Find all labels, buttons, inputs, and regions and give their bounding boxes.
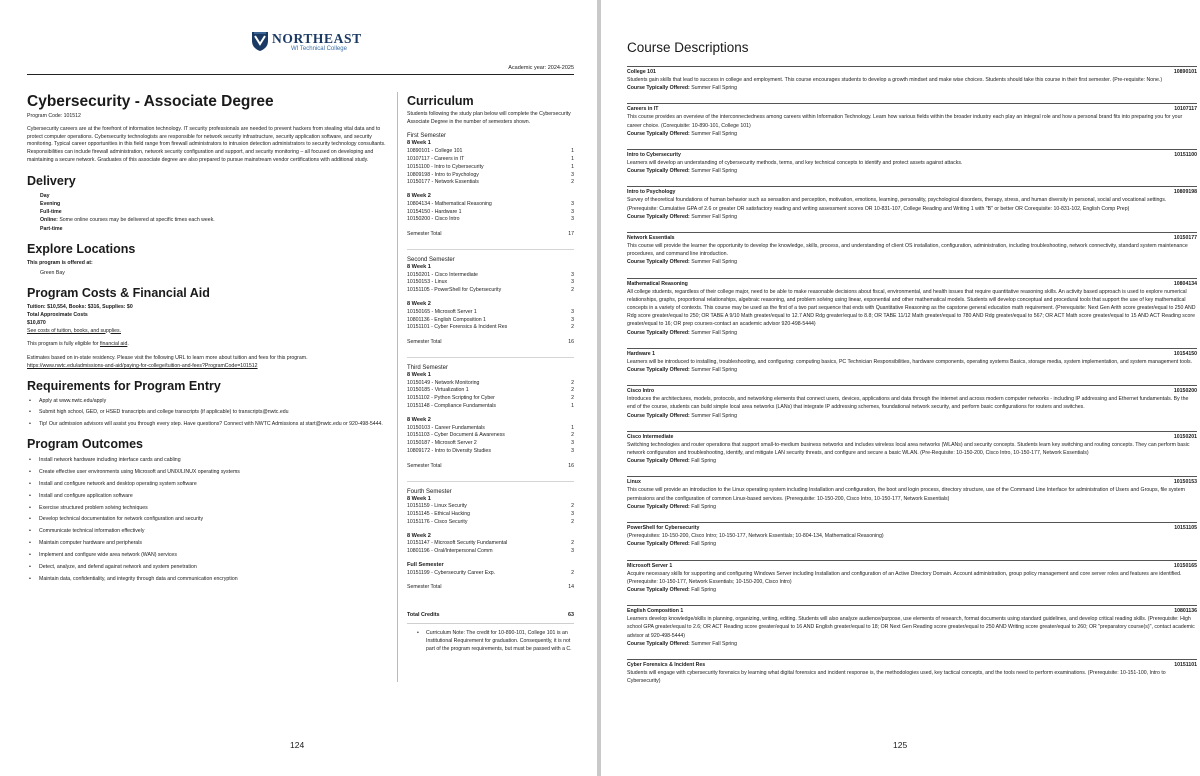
offered-terms: Summer Fall Spring [689,168,738,175]
curriculum-course-row [407,380,574,388]
course-name: 10150177 - Network Essentials [407,179,479,186]
offered-label: Course Typically Offered: [627,367,690,374]
outcome-item: • Maintain data, confidentiality, and integrity through data and communication encryption [39,576,387,584]
course-offered [627,258,1197,266]
offered-label: Course Typically Offered: [627,259,690,266]
course-code: 10150200 [1173,388,1197,395]
page-number: 125 [893,740,908,750]
semester-total-label: Semester Total [407,462,442,469]
costs-heading: Program Costs & Financial Aid [27,286,210,301]
tuition-text: Tuition: $10,554, Books: $316, Supplies: $0 [27,304,133,311]
course-title: Hardware 1 [627,350,655,357]
course-code: 10150153 [1173,479,1197,486]
course-credits: 3 [571,171,574,178]
course-name: 10150103 - Career Fundamentals [407,424,485,431]
course-credits: 2 [571,287,574,294]
course-descriptions-title: Course Descriptions [627,40,749,55]
delivery-item-online [40,216,387,224]
course-description: Students will engage with cybersecurity forensics by learning what digital forensics and incident response is, the methodologies used, key tactical concepts, and the tools need to perform examinations. (Prerequisite: 10-151-100, Intro to Cybersecurity) [627,669,1166,685]
course-name: 10151145 - Ethical Hacking [407,511,471,518]
week-label: 8 Week 1 [407,495,431,502]
course-code: 10809198 [1173,189,1197,196]
semester-divider [407,481,574,482]
course-description: Survey of theoretical foundations of human behavior such as sensation and perception, motivation, emotions, learning, personality, psychological disorders, therapy, stress, and human diversity in personal, social and vocational settings. (Prerequisite: Cumulative GPA of 2.6 or greater OR satisfactory reading and writing assessment scores OR 10-831-107, College Reading and Writing 1 with "B" or better OR Corequisite: 10-831-102, English Comp Prep) [627,197,1167,212]
course-name: 10809172 - Intro to Diversity Studies [407,447,491,454]
outcome-item: • Communicate technical information effectively [39,528,387,536]
week-label: 8 Week 1 [407,371,431,378]
semester-block [407,364,574,481]
online-label: Online: [40,217,58,224]
course-name: 10801136 - English Composition 1 [407,316,486,323]
course-title: Intro to Cybersecurity [627,152,681,159]
financial-aid-link[interactable]: financial aid [99,341,128,348]
semester-total-label: Semester Total [407,584,442,591]
total-credits-row [407,611,574,624]
course-credits: 3 [571,208,574,215]
week-label: 8 Week 2 [407,301,431,308]
course-credits: 2 [571,432,574,439]
course-entry [627,66,1197,92]
course-title: Cisco Intro [627,388,655,395]
curriculum-course-row [407,279,574,287]
curriculum-course-row [407,425,574,433]
course-offered [627,540,1197,548]
total-credits-label: Total Credits [407,612,440,619]
academic-year: Academic year: 2024-2025 [508,65,574,71]
course-entry [627,605,1197,648]
page-number: 124 [290,740,305,750]
college-logo [251,30,362,56]
course-credits: 3 [571,511,574,518]
financial-aid-eligibility [27,341,387,349]
course-header [627,562,1197,570]
offered-terms: Fall Spring [689,586,716,593]
semester-title: First Semester [407,133,447,140]
course-name: 10150165 - Microsoft Server 1 [407,308,477,315]
see-costs-link[interactable]: See costs of tuition, books, and supplies. [27,327,122,334]
course-description: This course will provide the learner the opportunity to develop the knowledge, skills, process, and understanding of client OS installation, configuration, administration, including troubleshooting, network connectivity, standard system maintenance procedures, and command line introduction. [627,243,1188,258]
requirement-item: • Tip! Our admission advisors will assist you through every step. Have questions? Connect with NWTC Admissions at start@nwtc.edu or 920-498-5444. [39,421,387,429]
course-description: Learners will develop an understanding of cybersecurity methods, terms, and key technical concepts to identify and protect assets against attacks. [627,160,963,167]
curriculum-course-row [407,448,574,456]
delivery-list [40,192,387,233]
course-offered [627,84,1197,92]
curriculum-course-row [407,395,574,403]
offered-terms: Summer Fall Spring [689,130,738,137]
course-offered [627,412,1197,420]
course-name: 10151176 - Cisco Security [407,518,468,525]
logo-sub-text: WI Technical College [291,46,347,52]
course-header [627,387,1197,395]
delivery-item: Evening [40,200,61,207]
course-title: Network Essentials [627,235,675,242]
program-overview-column [27,92,387,588]
semester-divider [407,249,574,250]
course-name: 10890101 - College 101 [407,148,463,155]
curriculum-course-row [407,172,574,180]
course-name: 10151147 - Microsoft Security Fundamental [407,540,508,547]
course-name: 10150187 - Microsoft Server 2 [407,440,477,447]
course-credits: 1 [571,155,574,162]
course-name: 10150200 - Cisco Intro [407,216,460,223]
curriculum-heading: Curriculum [407,94,474,108]
course-description: Introduces the architectures, models, protocols, and networking elements that connect users, devices, applications and data through the internet and across modern computer networks - including IP addressing and Ethernet fundamentals. By the end of the course, students can build simple local area networks (LANs) that integrate IP addressing schemes, foundational network security, and perform basic configurations for routers and switches. [627,396,1189,411]
course-credits: 2 [571,324,574,331]
course-description: This course provides an overview of the interconnectedness among careers within Information Technology. Learn how various fields within the broader industry each play an integral role and how a personal brand fits into preparing you for your career choice. (Corequisite: 10-890-101, College 101) [627,114,1183,129]
outcome-item: • Exercise structured problem solving techniques [39,505,387,513]
curriculum-course-row [407,309,574,317]
course-code: 10150177 [1173,235,1197,242]
curriculum-course-row [407,201,574,209]
course-header [627,151,1197,159]
offered-label: Course Typically Offered: [627,503,690,510]
program-code: Program Code: 101512 [27,113,81,119]
course-header [627,280,1197,288]
offered-label: Course Typically Offered: [627,85,690,92]
offered-terms: Summer Fall Spring [689,329,738,336]
offered-terms: Fall Spring [689,458,716,465]
curriculum-intro: Students following the study plan below will complete the Cybersecurity Associate Degree in the number of semesters shown. [407,111,571,125]
semester-block [407,488,574,603]
course-credits: 2 [571,569,574,576]
course-credits: 3 [571,316,574,323]
course-code: 10151100 [1174,152,1197,159]
shield-logo-icon [251,30,269,52]
course-entry [627,522,1197,548]
outcome-item: • Detect, analyze, and defend against network and system penetration [39,564,387,572]
offered-terms: Fall Spring [689,503,716,510]
curriculum-course-row [407,540,574,548]
requirement-item: • Submit high school, GED, or HSED transcripts and college transcripts (if applicable) to transcripts@nwtc.edu [39,409,387,417]
course-offered [627,329,1197,337]
week-label: 8 Week 2 [407,193,431,200]
semester-total-value: 16 [568,462,574,469]
offered-terms: Summer Fall Spring [689,85,738,92]
outcome-item: • Create effective user environments using Microsoft and UNIX/LINUX operating systems [39,469,387,477]
offered-terms: Summer Fall Spring [689,640,738,647]
course-entry [627,278,1197,337]
course-credits: 3 [571,308,574,315]
total-costs-label: Total Approximate Costs [27,312,88,319]
eligible-prefix: This program is fully eligible for [27,341,100,348]
tuition-url-link[interactable]: https://www.nwtc.edu/admissions-and-aid/paying-for-college/tuition-and-fees?ProgramCode=101512 [27,362,258,369]
offered-at-label: This program is offered at: [27,260,93,266]
page-left [0,0,597,776]
course-credits: 2 [571,540,574,547]
week-label: 8 Week 2 [407,416,431,423]
course-code: 10150201 [1173,433,1197,440]
course-name: 10151102 - Python Scripting for Cyber [407,395,495,402]
course-credits: 3 [571,279,574,286]
course-credits: 2 [571,503,574,510]
course-credits: 1 [571,403,574,410]
course-code: 10890101 [1173,69,1197,75]
course-offered [627,640,1197,648]
course-entry [627,560,1197,595]
curriculum-course-row [407,148,574,156]
semester-total-value: 16 [568,339,574,346]
header-divider [27,74,574,75]
course-header [627,105,1197,113]
page-right [601,0,1200,776]
curriculum-course-row [407,287,574,295]
outcomes-list [27,457,387,583]
course-entry [627,232,1197,267]
course-header [627,478,1197,486]
program-title: Cybersecurity - Associate Degree [27,93,274,110]
course-name: 10151100 - Intro to Cybersecurity [407,163,484,170]
course-title: PowerShell for Cybersecurity [627,525,700,532]
offered-label: Course Typically Offered: [627,458,690,465]
course-description: All college students, regardless of their college major, need to be able to make reasonable decisions about fiscal, environmental, and health issues that require quantitative reasoning skills. An activity based approach is used to explore numerical relationships, graphs, proportional relationships, algebraic reasoning, and problem solving using linear, exponential and other mathematical models. Students will develop conceptual and procedural tools that support the use of key mathematical concepts in a variety of contexts. This course may be used as the first of a two part sequence that ends with Quantitative Reasoning as the capstone general education math requirement. (Prerequisite: Next Gen Arith score greater/equal to 250 AND Rdg score greater/equal to 250; OR TABE A 9/10 Math greater/equal to 12.7 AND Rdg greater/equal to 8.8; OR TABE 11/12 Math greater/equal to 780 AND Rdg greater/equal to 567; OR ACT Math score greater/equal to 15 AND ACT Reading score greater/equal to 16; OR prep courses-contact an academic advisor 920-498-5444) [627,288,1196,328]
outcome-item: • Maintain computer hardware and peripherals [39,540,387,548]
semester-total-row [407,584,574,602]
logo-brand-text: NORTHEAST [272,31,362,46]
course-header [627,524,1197,532]
offered-label: Course Typically Offered: [627,168,690,175]
course-credits: 1 [571,424,574,431]
eligible-suffix: . [127,341,129,348]
delivery-item: Part-time [40,225,63,232]
course-header [627,661,1197,669]
semester-block [407,256,574,357]
course-code: 10151101 [1174,661,1197,668]
curriculum-note: • Curriculum Note: The credit for 10-890-101, College 101 is an Institutional Requirement for graduation. Consequently, it is not part of the program requirements, but must be passed with a C. [420,630,574,653]
course-name: 10801196 - Oral/Interpersonal Comm [407,548,493,555]
semester-title: Third Semester [407,364,449,371]
course-list [627,66,1197,696]
outcome-item: • Install and configure network and desktop operating system software [39,481,387,489]
course-description: Acquire necessary skills for supporting and configuring Windows Server including Installation and configuration of an Active Directory Domain. Account administration, group policy management and core server roles and features are identified. (Prerequisite: 10-150-177, Network Essentials; 10-150-200, Cisco Intro) [627,570,1182,585]
offered-label: Course Typically Offered: [627,640,690,647]
semester-total-label: Semester Total [407,339,442,346]
location-green-bay: Green Bay [40,269,65,276]
total-costs-value: $10,870 [27,319,46,326]
course-name: 10151199 - Cybersecurity Career Exp. [407,569,496,576]
course-credits: 2 [571,387,574,394]
course-credits: 1 [571,148,574,155]
week-label: 8 Week 1 [407,140,431,147]
course-credits: 2 [571,518,574,525]
course-title: Mathematical Reasoning [627,280,688,287]
course-entry [627,476,1197,511]
course-entry [627,385,1197,420]
curriculum-course-row [407,570,574,578]
offered-label: Course Typically Offered: [627,541,690,548]
course-title: Linux [627,479,641,486]
course-credits: 2 [571,179,574,186]
course-name: 10151105 - PowerShell for Cybersecurity [407,287,502,294]
curriculum-course-row [407,216,574,224]
offered-label: Course Typically Offered: [627,586,690,593]
curriculum-course-row [407,440,574,448]
delivery-item: Full-time [40,209,62,216]
course-header [627,433,1197,441]
requirements-list [27,398,387,428]
course-title: Cyber Forensics & Incident Res [627,661,706,668]
week-label: Full Semester [407,561,444,568]
locations-heading: Explore Locations [27,242,136,256]
course-credits: 2 [571,395,574,402]
curriculum-course-row [407,511,574,519]
course-offered [627,457,1197,465]
semester-list [407,132,574,602]
course-entry [627,348,1197,374]
course-description: Learners will be introduced to installing, troubleshooting, and configuring: computing basics, PC Technician Responsibilities, hardware components, operating systems Basics, storage media, system implementation, and system management tools. [627,358,1193,365]
week-label: 8 Week 1 [407,263,431,270]
offered-label: Course Typically Offered: [627,412,690,419]
outcome-item: • Install network hardware including interface cards and cabling [39,457,387,465]
offered-terms: Summer Fall Spring [689,367,738,374]
semester-total-value: 14 [568,584,574,591]
course-credits: 3 [571,548,574,555]
course-credits: 2 [571,379,574,386]
offered-label: Course Typically Offered: [627,130,690,137]
course-offered [627,213,1197,221]
course-name: 10150153 - Linux [407,279,448,286]
course-description: This course will provide an introduction to the Linux operating system including Installation and configuration, the boot and login process, directory structure, use of the Command Line Interface for administration of Users and Groups, file system permissions and the configuration of common Linux-based services. (Prerequisite: 10-150-200, Cisco Intro, 10-150-177, Network Essentials) [627,487,1185,502]
course-code: 10107117 [1174,106,1197,113]
curriculum-course-row [407,156,574,164]
course-name: 10809198 - Intro to Psychology [407,171,479,178]
semester-total-row [407,231,574,249]
course-code: 10804134 [1173,280,1197,287]
course-code: 10151105 [1174,525,1197,532]
course-name: 10150149 - Network Monitoring [407,379,480,386]
course-entry [627,149,1197,175]
offered-label: Course Typically Offered: [627,213,690,220]
offered-label: Course Typically Offered: [627,329,690,336]
course-credits: 3 [571,440,574,447]
semester-total-row [407,339,574,357]
course-header [627,234,1197,242]
course-description: Students gain skills that lead to success in college and employment. This course encourages students to develop a growth mindset and make wise choices. Students should take this course in their first semester. (Pre-requisite: None.) [627,77,1163,83]
semester-total-value: 17 [568,231,574,238]
course-header [627,607,1197,615]
semester-title: Second Semester [407,256,455,263]
outcomes-heading: Program Outcomes [27,437,144,452]
course-title: College 101 [627,69,656,75]
online-text: Some online courses may be delivered at specific times each week. [57,217,215,224]
course-name: 10151103 - Cyber Document & Awareness [407,432,505,439]
offered-terms: Summer Fall Spring [689,259,738,266]
total-credits-value: 63 [568,612,574,619]
requirements-heading: Requirements for Program Entry [27,379,221,394]
course-header [627,68,1197,76]
curriculum-course-row [407,209,574,217]
course-code: 10801136 [1174,608,1197,615]
curriculum-course-row [407,503,574,511]
curriculum-course-row [407,179,574,187]
course-title: Intro to Psychology [627,189,676,196]
course-name: 10107117 - Careers in IT [407,155,465,162]
curriculum-course-row [407,548,574,556]
course-description: Learners develop knowledge/skills in planning, organizing, writing, editing. Students will also analyze audience/purpose, use elements of research, format documents using standard guidelines, and develop critical reading skills. (Prerequisite: High school GPA greater/equal to 2.6; OR ACT Reading score greater/equal to 16 AND English greater/equal to 18; OR Next Gen Reading score greater/equal to 250 AND Writing score greater/equal to 260; OR "preparatory course(s)", contact academic advisor at 920-498-5444) [627,616,1195,639]
delivery-item: Day [40,192,50,199]
course-name: 10804134 - Mathematical Reasoning [407,200,492,207]
curriculum-course-row [407,432,574,440]
curriculum-course-row [407,387,574,395]
course-name: 10150185 - Virtualization 1 [407,387,469,394]
course-title: English Composition 1 [627,608,684,615]
week-label: 8 Week 2 [407,532,431,539]
column-divider [397,92,398,682]
course-entry [627,431,1197,466]
semester-total-row [407,463,574,481]
curriculum-course-row [407,272,574,280]
course-name: 10151148 - Compliance Fundamentals [407,403,497,410]
course-name: 10150201 - Cisco Intermediate [407,271,478,278]
delivery-heading: Delivery [27,173,76,188]
semester-divider [407,357,574,358]
estimates-text: Estimates based on in-state residency. Please visit the following URL to learn more about tuition and fees for this program. [27,354,308,361]
semester-title: Fourth Semester [407,488,452,495]
course-code: 10150165 [1173,562,1197,569]
course-credits: 3 [571,271,574,278]
course-offered [627,366,1197,374]
curriculum-column [407,94,574,654]
offered-terms: Summer Fall Spring [689,412,738,419]
course-description: Switching technologies and router operations that support small-to-medium business networks and includes wireless local area networks (WLANs) and security concepts. Students learn key switching and routing concepts. They can perform basic network configuration and troubleshooting, identify, and mitigate LAN security threats, and configure and secure a basic WLAN. (Pre-Requisite: 10-150-200, Cisco Intro, 10-150-177, Network Essentials) [627,441,1190,457]
course-name: 10151159 - Linux Security [407,503,467,510]
offered-terms: Summer Fall Spring [689,213,738,220]
course-title: Careers in IT [627,106,659,113]
curriculum-course-row [407,519,574,527]
semester-total-label: Semester Total [407,231,442,238]
outcome-item: • Implement and configure wide area network (WAN) services [39,552,387,560]
offered-terms: Fall Spring [689,541,716,548]
course-credits: 3 [571,216,574,223]
course-entry [627,659,1197,685]
semester-block [407,132,574,249]
course-entry [627,186,1197,221]
course-credits: 3 [571,200,574,207]
course-credits: 1 [571,163,574,170]
course-offered [627,130,1197,138]
course-title: Cisco Intermediate [627,433,674,440]
course-entry [627,103,1197,138]
requirement-item: • Apply at www.nwtc.edu/apply [39,398,387,406]
outcome-item: • Install and configure application software [39,493,387,501]
outcome-item: • Develop technical documentation for network configuration and security [39,516,387,524]
curriculum-course-row [407,317,574,325]
course-code: 10154150 [1173,350,1197,357]
curriculum-course-row [407,403,574,411]
course-offered [627,167,1197,175]
course-offered [627,586,1197,594]
course-title: Microsoft Server 1 [627,562,673,569]
course-header [627,188,1197,196]
curriculum-course-row [407,164,574,172]
course-name: 10151101 - Cyber Forensics & Incident Res [407,324,508,331]
course-offered [627,503,1197,511]
course-description: (Prerequisites: 10-150-200, Cisco Intro; 10-150-177, Network Essentials; 10-804-134, Mathematical Reasoning) [627,533,884,540]
course-credits: 3 [571,447,574,454]
course-header [627,350,1197,358]
curriculum-course-row [407,324,574,332]
course-name: 10154150 - Hardware 1 [407,208,462,215]
program-description: Cybersecurity careers are at the forefront of information technology. IT security professionals are needed to prevent hackers from stealing vital data and to protect computer operations. Cybersecurity technologists are responsible for network security infrastructure, security application software, and security monitoring. Typical career opportunities in this field range from firewall administrators to intrusion detection administrators to security technology consultants. Responsibilities can include firewall administration, network security configuration and support, and security monitoring – all focused on developing and maintaining a secure network. Graduates of this associate degree are also prepared to pursue mainstream vendor certifications with additional study. [27,126,386,163]
